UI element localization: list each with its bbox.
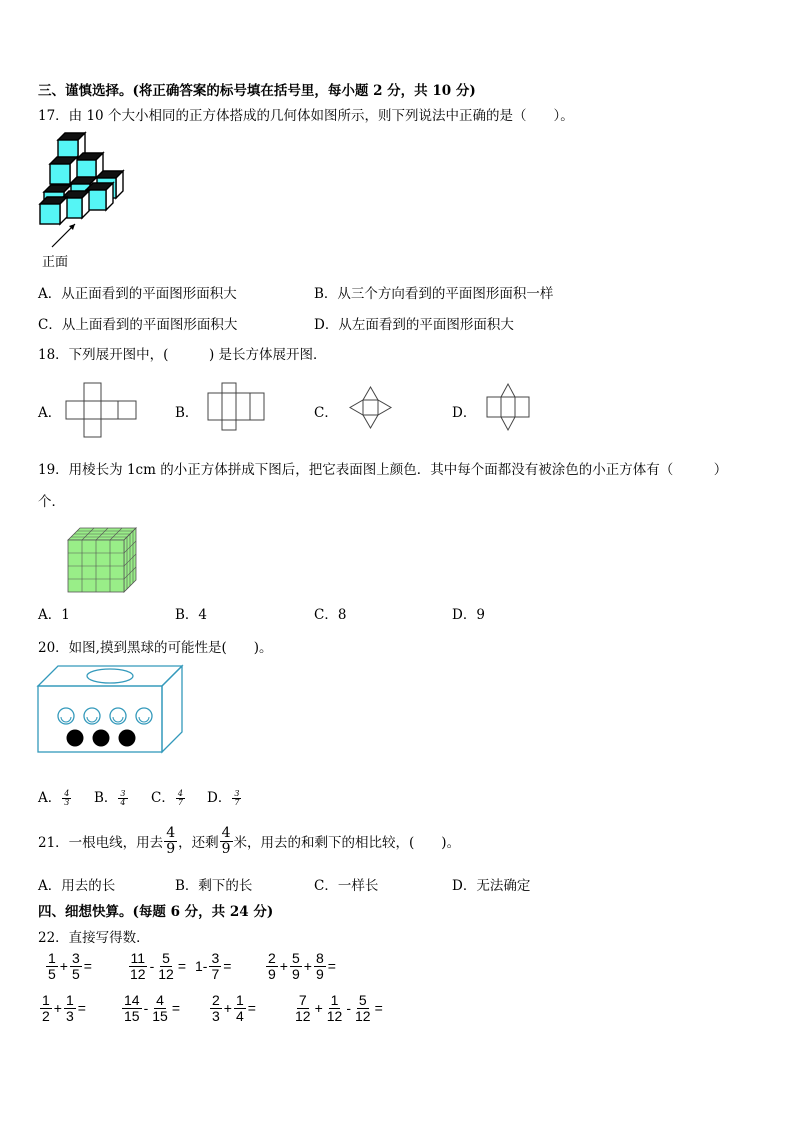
q22-eq-2	[127, 951, 187, 981]
frac-numerator: 3	[234, 788, 240, 798]
frac-numerator: 5	[358, 992, 367, 1008]
q20-option-a[interactable]	[38, 786, 72, 807]
operator: +	[279, 958, 288, 975]
q18-option-d-label[interactable]: D．	[452, 405, 477, 421]
q17-option-c[interactable]: C．从上面看到的平面图形面积大	[38, 317, 238, 333]
frac-denominator: 7	[177, 798, 183, 807]
cube-front-face	[40, 204, 60, 224]
frac	[325, 993, 345, 1023]
q22-eq-6	[121, 993, 181, 1023]
whole-number: 1-	[195, 958, 208, 975]
frac-numerator: 11	[130, 950, 146, 966]
q20-option-d-frac	[232, 790, 241, 808]
q19-option-d[interactable]: D．9	[452, 607, 485, 623]
q18-option-b-label[interactable]: B．	[175, 405, 199, 421]
frac-denominator: 9	[291, 965, 300, 982]
frac-denominator: 5	[71, 965, 80, 982]
q20-ball-box-figure	[38, 666, 184, 756]
q19-stem-line2: 个．	[38, 494, 65, 510]
cube-front-face	[50, 164, 70, 184]
q20-option-b-letter: B．	[94, 790, 118, 806]
frac	[40, 993, 52, 1023]
q21-prefix: 21．一根电线，用去	[38, 835, 164, 852]
frac	[209, 951, 221, 981]
frac-numerator: 1	[330, 992, 339, 1008]
frac	[234, 993, 246, 1023]
section-3-title: 三、谨慎选择。(将正确答案的标号填在括号里，每小题 2 分，共 10 分)	[38, 83, 476, 99]
q18-option-a-label[interactable]: A．	[38, 405, 62, 421]
frac-denominator: 3	[212, 1007, 220, 1024]
operator: +	[314, 1000, 323, 1017]
frac-denominator: 15	[124, 1007, 140, 1024]
frac-denominator: 5	[48, 965, 56, 982]
q20-option-d-letter: D．	[207, 790, 232, 806]
frac-numerator: 4	[156, 992, 164, 1008]
q22-stem: 22．直接写得数．	[38, 930, 150, 946]
equals-sign: =	[374, 1000, 383, 1017]
frac-numerator: 14	[124, 992, 140, 1008]
frac-numerator: 1	[65, 992, 74, 1008]
frac-denominator: 12	[326, 1007, 343, 1024]
equals-sign: =	[171, 1000, 181, 1017]
frac-numerator: 7	[298, 992, 307, 1008]
frac	[314, 951, 326, 981]
q20-option-c-letter: C．	[151, 790, 175, 806]
frac	[293, 993, 313, 1023]
frac-denominator: 15	[152, 1007, 168, 1024]
frac-numerator: 4	[166, 825, 176, 841]
q20-option-d[interactable]	[207, 786, 242, 807]
frac-denominator: 3	[64, 798, 70, 807]
frac-denominator: 4	[235, 1007, 244, 1024]
frac-denominator: 7	[234, 798, 240, 807]
equals-sign: =	[223, 958, 232, 975]
q19-stem-line1: 19．用棱长为 1cm 的小正方体拼成下图后，把它表面图上颜色．其中每个面都没有被涂色的小正方体有（ ）	[38, 462, 728, 478]
equals-sign: =	[247, 1000, 256, 1017]
q20-option-c[interactable]	[151, 786, 186, 807]
frac-denominator: 3	[65, 1007, 74, 1024]
frac-denominator: 12	[158, 965, 174, 982]
q17-option-a[interactable]: A．从正面看到的平面图形面积大	[38, 286, 237, 302]
frac-denominator: 9	[166, 840, 176, 857]
frac-numerator: 4	[221, 825, 231, 841]
q20-option-b-frac	[118, 790, 127, 808]
frac-denominator: 12	[355, 1007, 371, 1024]
frac-numerator: 3	[211, 950, 220, 966]
black-ball	[67, 730, 84, 747]
q21-option-a[interactable]: A．用去的长	[38, 878, 116, 894]
frac	[150, 993, 170, 1023]
q18-stem: 18．下列展开图中，( ) 是长方体展开图．	[38, 347, 327, 363]
q21-frac-left	[220, 826, 233, 856]
black-balls-group	[67, 730, 136, 747]
frac	[266, 951, 278, 981]
q21-option-d[interactable]: D．无法确定	[452, 878, 531, 894]
frac	[128, 951, 148, 981]
frac-numerator: 5	[162, 950, 170, 966]
equals-sign: =	[177, 958, 187, 975]
frac-numerator: 5	[291, 950, 300, 966]
operator: -	[346, 1000, 352, 1017]
frac-numerator: 4	[177, 788, 183, 798]
frac	[46, 951, 58, 981]
frac	[70, 951, 82, 981]
frac-numerator: 3	[71, 950, 80, 966]
frac-denominator: 9	[268, 965, 276, 982]
frac-denominator: 9	[221, 840, 231, 857]
q22-eq-3	[194, 951, 232, 981]
q17-figure-label: 正面	[42, 254, 69, 269]
q22-eq-7	[209, 993, 257, 1023]
equals-sign: =	[327, 958, 336, 975]
frac-numerator: 1	[235, 992, 244, 1008]
q18-net-d-figure[interactable]	[487, 384, 531, 432]
q18-option-c-label[interactable]: C．	[314, 405, 338, 421]
q21-stem	[38, 826, 460, 856]
frac	[122, 993, 142, 1023]
q18-net-c-figure[interactable]	[350, 387, 394, 431]
frac-numerator: 1	[42, 992, 50, 1008]
q22-eq-4	[265, 951, 337, 981]
frac-numerator: 2	[212, 992, 220, 1008]
frac-numerator: 8	[315, 950, 324, 966]
frac-denominator: 9	[315, 965, 324, 982]
frac	[210, 993, 222, 1023]
operator: +	[303, 958, 312, 975]
section-4-title: 四、细想快算。(每题 6 分，共 24 分)	[38, 904, 274, 920]
q19-option-c[interactable]: C．8	[314, 607, 347, 623]
frac	[156, 951, 176, 981]
q21-frac-used	[164, 826, 177, 856]
q20-stem: 20．如图,摸到黑球的可能性是( )。	[38, 640, 273, 656]
frac-denominator: 12	[295, 1007, 311, 1024]
q17-option-b[interactable]: B．从三个方向看到的平面图形面积一样	[314, 286, 554, 302]
q17-cube-stack-figure	[40, 132, 130, 242]
equals-sign: =	[77, 1000, 86, 1017]
q21-suffix: 米，用去的和剩下的相比较，( )。	[233, 835, 461, 852]
q22-eq-1	[45, 951, 93, 981]
frac-denominator: 12	[130, 965, 146, 982]
operator: +	[59, 958, 68, 975]
q21-option-c[interactable]: C．一样长	[314, 878, 379, 894]
q19-option-a[interactable]: A．1	[38, 607, 70, 623]
q21-mid: ，还剩	[178, 835, 219, 852]
frac-denominator: 7	[211, 965, 220, 982]
frac-numerator: 1	[48, 950, 56, 966]
q20-option-c-frac	[176, 790, 185, 808]
q22-eq-5	[39, 993, 87, 1023]
frac	[353, 993, 373, 1023]
q19-cube-figure	[68, 528, 138, 594]
black-ball	[93, 730, 110, 747]
frac-numerator: 4	[64, 788, 70, 798]
frac	[290, 951, 302, 981]
operator: -	[149, 958, 155, 975]
q20-option-a-frac	[62, 790, 71, 808]
q22-eq-8	[292, 993, 384, 1023]
frac-denominator: 4	[120, 798, 126, 807]
operator: +	[223, 1000, 232, 1017]
frac-numerator: 2	[268, 950, 276, 966]
q18-net-b-figure[interactable]	[208, 383, 266, 433]
q17-option-d[interactable]: D．从左面看到的平面图形面积大	[314, 317, 514, 333]
frac	[64, 993, 76, 1023]
frac-denominator: 2	[42, 1007, 50, 1024]
q18-net-a-figure[interactable]	[66, 383, 138, 437]
operator: -	[143, 1000, 149, 1017]
white-balls-group	[58, 708, 152, 724]
operator: +	[53, 1000, 62, 1017]
q17-stem: 17．由 10 个大小相同的正方体搭成的几何体如图所示，则下列说法中正确的是（ ）。	[38, 108, 574, 124]
q20-option-a-letter: A．	[38, 790, 62, 806]
frac-numerator: 3	[120, 788, 126, 798]
equals-sign: =	[83, 958, 92, 975]
q21-option-b[interactable]: B．剩下的长	[175, 878, 253, 894]
q20-option-b[interactable]	[94, 786, 129, 807]
black-ball	[119, 730, 136, 747]
q19-option-b[interactable]: B．4	[175, 607, 208, 623]
